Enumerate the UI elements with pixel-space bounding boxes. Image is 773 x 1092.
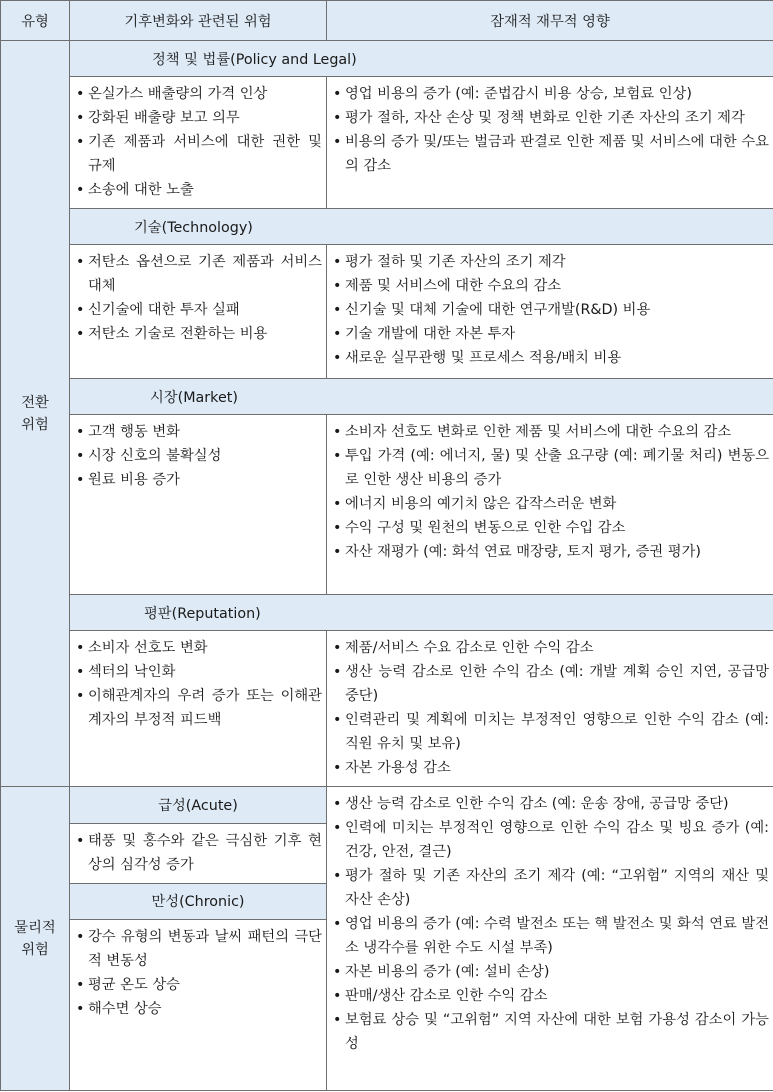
list-item: • 원료 비용 증가 [74,468,322,492]
chronic-risks [70,919,326,1089]
list-item: • 평가 절하, 자산 손상 및 정책 변화로 인한 기존 자산의 조기 제각 [331,106,769,130]
list-item: • 평가 절하 및 기존 자산의 조기 제각 (예: “고위험” 지역의 재산 및 자산 손상) [331,864,769,912]
reputation-risks [70,631,327,787]
technology-impacts [327,245,773,379]
market-risks [70,415,327,595]
list-item: • 소비자 선호도 변화로 인한 제품 및 서비스에 대한 수요의 감소 [331,420,769,444]
list-item: • 제품/서비스 수요 감소로 인한 수익 감소 [331,636,769,660]
list-item: • 강수 유형의 변동과 날씨 패턴의 극단적 변동성 [74,925,322,973]
list-item: • 자본 비용의 증가 (예: 설비 손상) [331,960,769,984]
physical-label-line2: 위험 [21,941,49,958]
market-section-title: 시장(Market) [70,379,773,415]
list-item: • 시장 신호의 불확실성 [74,444,322,468]
bullet-list [327,415,773,568]
list-item: • 신기술에 대한 투자 실패 [74,298,322,322]
list-item: • 생산 능력 감소로 인한 수익 감소 (예: 개발 계획 승인 지연, 공급망 중단) [331,660,769,708]
list-item: • 평가 절하 및 기존 자산의 조기 제각 [331,250,769,274]
header-type: 유형 [1,1,70,41]
list-item: • 자본 가용성 감소 [331,756,769,780]
acute-risks [70,823,326,883]
list-item: • 평균 온도 상승 [74,973,322,997]
bullet-list [327,77,773,182]
list-item: • 기존 제품과 서비스에 대한 권한 및 규제 [74,130,322,178]
bullet-list [327,787,773,1060]
list-item: • 자산 재평가 (예: 화석 연료 매장량, 토지 평가, 증권 평가) [331,540,769,564]
list-item: • 에너지 비용의 예기치 않은 갑작스러운 변화 [331,492,769,516]
list-item: • 제품 및 서비스에 대한 수요의 감소 [331,274,769,298]
list-item: • 새로운 실무관행 및 프로세스 적용/배치 비용 [331,346,769,370]
list-item: • 신기술 및 대체 기술에 대한 연구개발(R&D) 비용 [331,298,769,322]
list-item: • 이해관계자의 우려 증가 또는 이해관계자의 부정적 피드백 [74,684,322,732]
bullet-list [327,631,773,784]
list-item: • 판매/생산 감소로 인한 수익 감소 [331,984,769,1008]
policy-section-title: 정책 및 법률(Policy and Legal) [70,41,773,77]
policy-risks [70,77,327,209]
list-item: • 기술 개발에 대한 자본 투자 [331,322,769,346]
list-item: • 보험료 상승 및 “고위험” 지역 자산에 대한 보험 가용성 감소이 가능성 [331,1008,769,1056]
list-item: • 해수면 상승 [74,997,322,1021]
physical-impacts [327,787,773,1091]
reputation-impacts [327,631,773,787]
list-item: • 인력에 미치는 부정적인 영향으로 인한 수익 감소 및 빙요 증가 (예: 건강, 안전, 결근) [331,816,769,864]
header-row [1,1,773,41]
list-item: • 영업 비용의 증가 (예: 준법감시 비용 상승, 보험료 인상) [331,82,769,106]
transition-label-line1: 전환 [21,394,49,411]
technology-risks [70,245,327,379]
list-item: • 소송에 대한 노출 [74,178,322,202]
list-item: • 영업 비용의 증가 (예: 수력 발전소 또는 핵 발전소 및 화석 연료 발전소 냉각수를 위한 수도 시설 부족) [331,912,769,960]
bullet-list [70,920,326,1025]
bullet-list [70,824,326,881]
bullet-list [70,77,326,206]
bullet-list [327,245,773,374]
reputation-section-title: 평판(Reputation) [70,595,773,631]
header-risk: 기후변화와 관련된 위험 [70,1,327,41]
transition-label-line2: 위험 [21,416,49,433]
technology-section-title: 기술(Technology) [70,209,773,245]
list-item: • 수익 구성 및 원천의 변동으로 인한 수입 감소 [331,516,769,540]
list-item: • 생산 능력 감소로 인한 수익 감소 (예: 운송 장애, 공급망 중단) [331,792,769,816]
list-item: • 인력관리 및 계획에 미치는 부정적인 영향으로 인한 수익 감소 (예: 직원 유치 및 보유) [331,708,769,756]
list-item: • 섹터의 낙인화 [74,660,322,684]
acute-section-title: 급성(Acute) [70,787,326,823]
physical-risk-label [1,787,70,1091]
list-item: • 저탄소 기술로 전환하는 비용 [74,322,322,346]
bullet-list [70,415,326,496]
list-item: • 태풍 및 홍수와 같은 극심한 기후 현상의 심각성 증가 [74,829,322,877]
bullet-list [70,245,326,350]
list-item: • 소비자 선호도 변화 [74,636,322,660]
list-item: • 온실가스 배출량의 가격 인상 [74,82,322,106]
list-item: • 투입 가격 (예: 에너지, 물) 및 산출 요구량 (예: 폐기물 처리) 변동으로 인한 생산 비용의 증가 [331,444,769,492]
policy-impacts [327,77,773,209]
list-item: • 고객 행동 변화 [74,420,322,444]
transition-risk-label [1,41,70,787]
bullet-list [70,631,326,736]
list-item: • 강화된 배출량 보고 의무 [74,106,322,130]
physical-risks-column [70,787,327,1091]
header-impact: 잠재적 재무적 영향 [327,1,773,41]
list-item: • 저탄소 옵션으로 기존 제품과 서비스 대체 [74,250,322,298]
chronic-section-title: 만성(Chronic) [70,883,326,919]
market-impacts [327,415,773,595]
list-item: • 비용의 증가 및/또는 벌금과 판결로 인한 제품 및 서비스에 대한 수요의 감소 [331,130,769,178]
physical-label-line1: 물리적 [14,919,56,936]
